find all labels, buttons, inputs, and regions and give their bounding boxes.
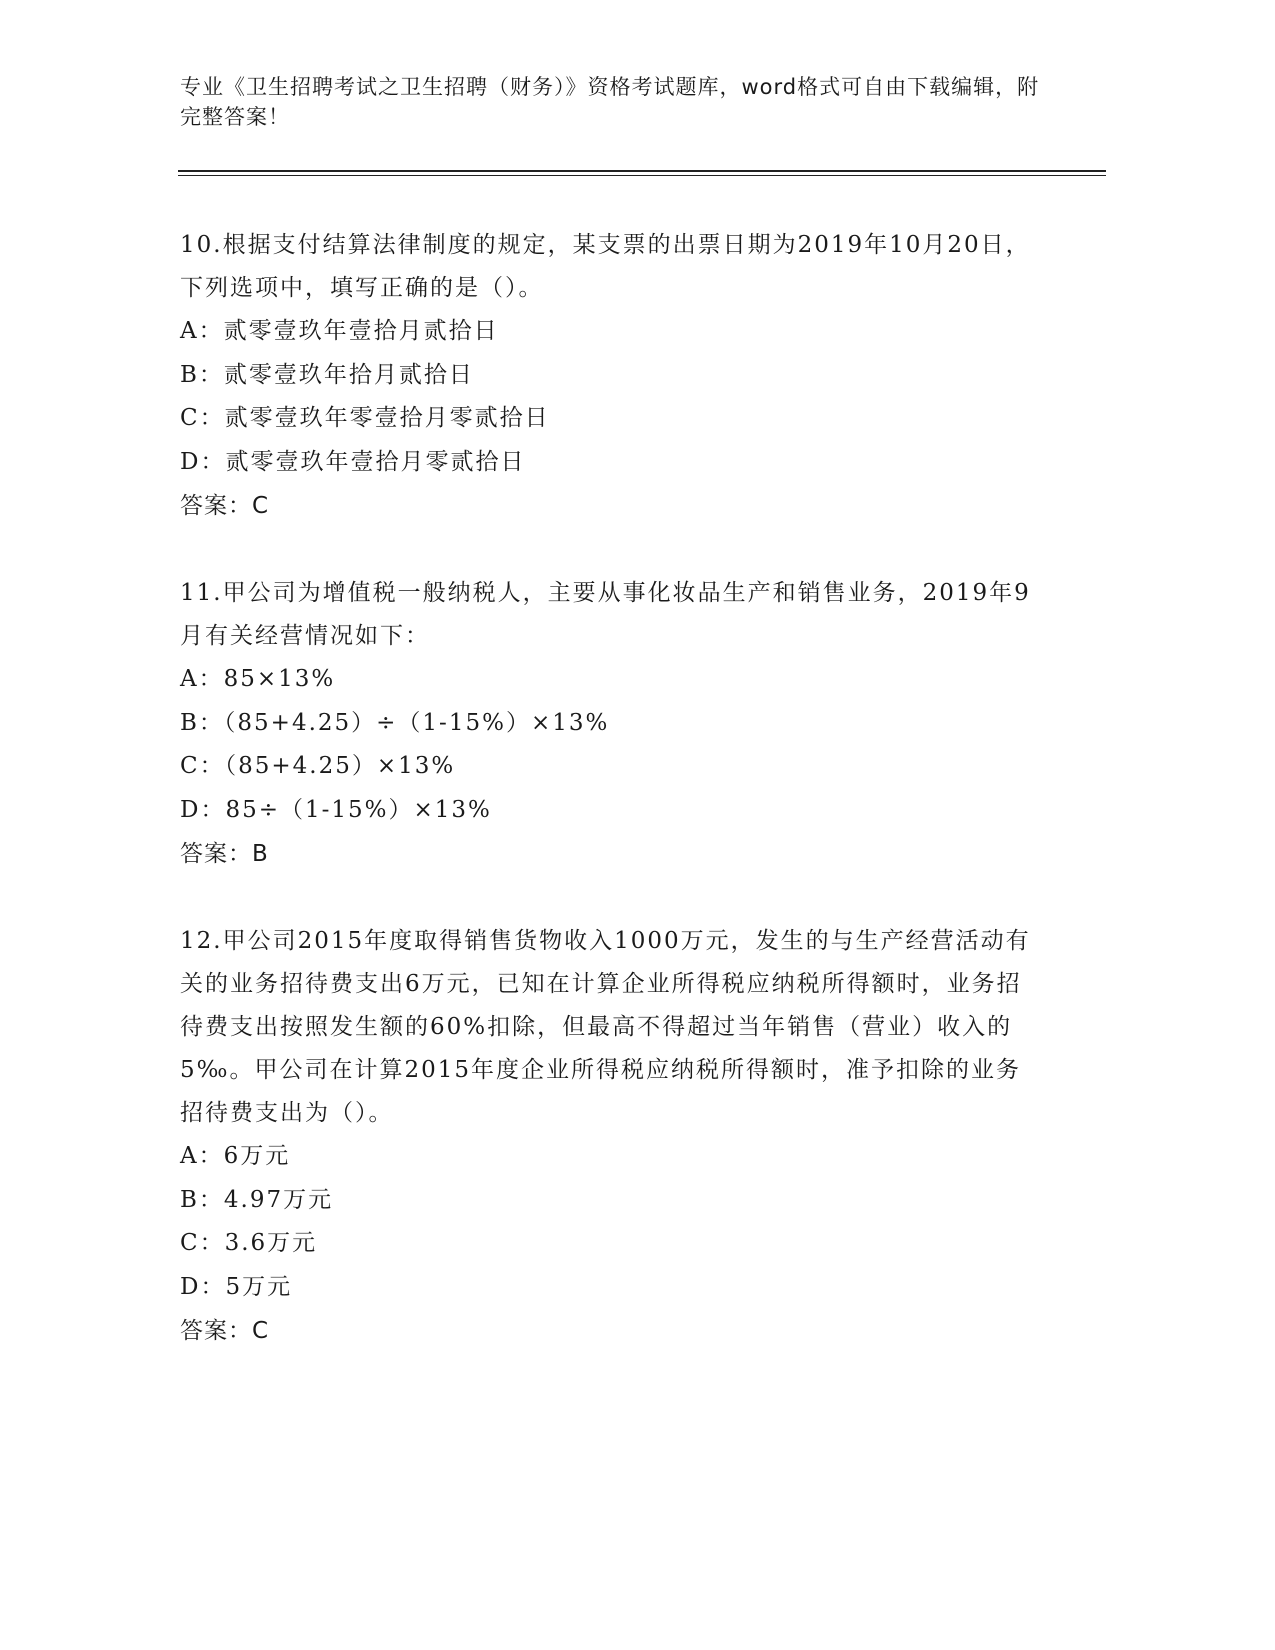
question-stem: 12.甲公司2015年度取得销售货物收入1000万元，发生的与生产经营活动有关的业务招待费支出6万元，已知在计算企业所得税应纳税所得额时，业务招待费支出按照发生额的60%扣除，但最高不得超过当年销售（营业）收入的5‰。甲公司在计算2015年度企业所得税应纳税所得额时，准予扣除的业务招待费支出为（）。 (180, 928, 1031, 1126)
document-header: 专业《卫生招聘考试之卫生招聘（财务）》资格考试题库，word格式可自由下载编辑，附完整答案！ (180, 75, 1040, 129)
option-c: C：贰零壹玖年零壹拾月零贰拾日 (180, 405, 550, 431)
question-stem: 10.根据支付结算法律制度的规定，某支票的出票日期为2019年10月20日，下列选项中，填写正确的是（）。 (180, 232, 1031, 301)
question-stem: 11.甲公司为增值税一般纳税人，主要从事化妆品生产和销售业务，2019年9月有关经营情况如下： (180, 580, 1031, 649)
question-11 (180, 572, 1040, 876)
option-d: D：5万元 (180, 1273, 293, 1300)
question-10 (180, 224, 1040, 528)
question-12 (180, 920, 1040, 1353)
option-a: A：贰零壹玖年壹拾月贰拾日 (180, 318, 499, 344)
option-c: C：3.6万元 (180, 1230, 318, 1256)
option-a: A：6万元 (180, 1143, 291, 1169)
option-b: B：（85+4.25）÷（1-15%）×13% (180, 709, 610, 736)
option-b: B：贰零壹玖年拾月贰拾日 (180, 361, 474, 388)
answer-line: 答案：C (180, 1318, 270, 1344)
header-divider-thin (178, 175, 1106, 176)
option-b: B：4.97万元 (180, 1186, 334, 1213)
option-a: A：85×13% (180, 666, 336, 692)
option-d: D：85÷（1-15%）×13% (180, 796, 492, 823)
answer-line: 答案：C (180, 493, 270, 519)
answer-line: 答案：B (180, 841, 269, 867)
option-d: D：贰零壹玖年壹拾月零贰拾日 (180, 448, 526, 475)
header-divider-thick (178, 170, 1106, 172)
option-c: C：（85+4.25）×13% (180, 753, 456, 779)
